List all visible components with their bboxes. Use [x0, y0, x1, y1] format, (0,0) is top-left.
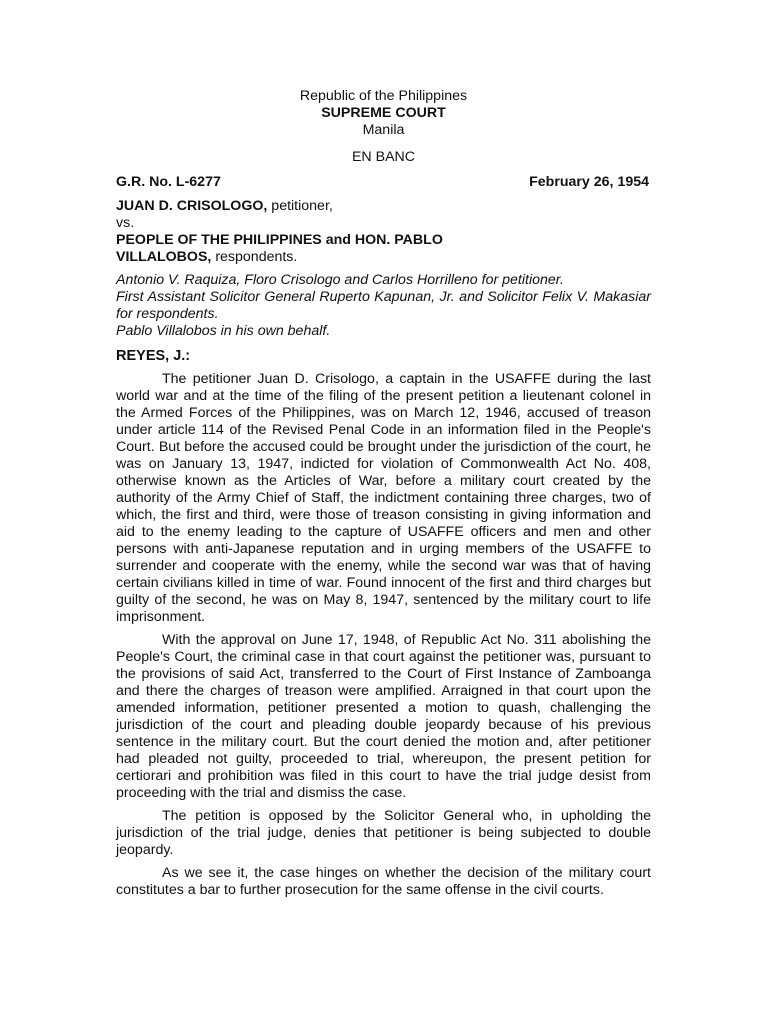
counsel-petitioner: Antonio V. Raquiza, Floro Crisologo and Carlos Horrilleno for petitioner.	[116, 272, 564, 288]
petitioner-role: petitioner,	[267, 198, 333, 214]
body-paragraph: As we see it, the case hinges on whether the decision of the military court constitutes a bar to further prosecution for the same offense in the civil courts.	[116, 865, 651, 898]
case-number-line	[116, 174, 651, 191]
ponente: REYES, J.:	[116, 348, 191, 364]
decision-date: February 26, 1954	[529, 174, 649, 190]
respondents-line2	[116, 249, 651, 266]
gr-number: G.R. No. L-6277	[116, 174, 221, 190]
body-paragraph: The petitioner Juan D. Crisologo, a captain in the USAFFE during the last world war and at the time of the filing of the present petition a lieutenant colonel in the Armed Forces of the Philippines, was on March 12, 1946, accused of treason under article 114 of the Revised Penal Code in an information filed in the People's Court. But before the accused could be brought under the jurisdiction of the court, he was on January 13, 1947, indicted for violation of Commonwealth Act No. 408, otherwise known as the Articles of War, before a military court created by the authority of the Army Chief of Staff, the indictment containing three charges, two of which, the first and third, were those of treason consisting in giving information and aid to the enemy leading to the capture of USAFFE officers and men and other persons with anti-Japanese reputation and in urging members of the USAFFE to surrender and cooperate with the enemy, while the second war was that of having certain civilians killed in time of war. Found innocent of the first and third charges but guilty of the second, he was on May 8, 1947, sentenced by the military court to life imprisonment.	[116, 371, 651, 625]
body-paragraph: The petition is opposed by the Solicitor General who, in upholding the jurisdiction of the trial judge, denies that petitioner is being subjected to double jeopardy.	[116, 808, 651, 858]
body-paragraph: With the approval on June 17, 1948, of Republic Act No. 311 abolishing the People's Court, the criminal case in that court against the petitioner was, pursuant to the provisions of said Act, transferred to the Court of First Instance of Zamboanga and there the charges of treason were amplified. Arraigned in that court upon the amended information, petitioner presented a motion to quash, challenging the jurisdiction of the court and pleading double jeopardy because of his previous sentence in the military court. But the court denied the motion and, after petitioner had pleaded not guilty, proceeded to trial, whereupon, the present petition for certiorari and prohibition was filed in this court to have the trial judge desist from proceeding with the trial and dismiss the case.	[116, 632, 651, 801]
respondents-role: respondents.	[211, 249, 298, 265]
document-page	[116, 88, 651, 905]
counsel-respondents: First Assistant Solicitor General Ruperto Kapunan, Jr. and Solicitor Felix V. Makasiar for respondents.	[116, 289, 651, 322]
court-name: SUPREME COURT	[321, 105, 446, 121]
court-city: Manila	[362, 122, 405, 138]
respondents-name-line1: PEOPLE OF THE PHILIPPINES and HON. PABLO	[116, 232, 443, 248]
petitioner-name: JUAN D. CRISOLOGO,	[116, 198, 268, 214]
respondents-name-line2: VILLALOBOS,	[116, 249, 212, 265]
versus-line: vs.	[116, 215, 135, 231]
counsel-block	[116, 272, 651, 340]
counsel-own-behalf: Pablo Villalobos in his own behalf.	[116, 323, 331, 339]
case-parties	[116, 198, 651, 266]
division-label: EN BANC	[351, 149, 416, 165]
court-header	[116, 88, 651, 139]
petitioner-line	[116, 198, 651, 215]
republic-line: Republic of the Philippines	[299, 88, 468, 104]
